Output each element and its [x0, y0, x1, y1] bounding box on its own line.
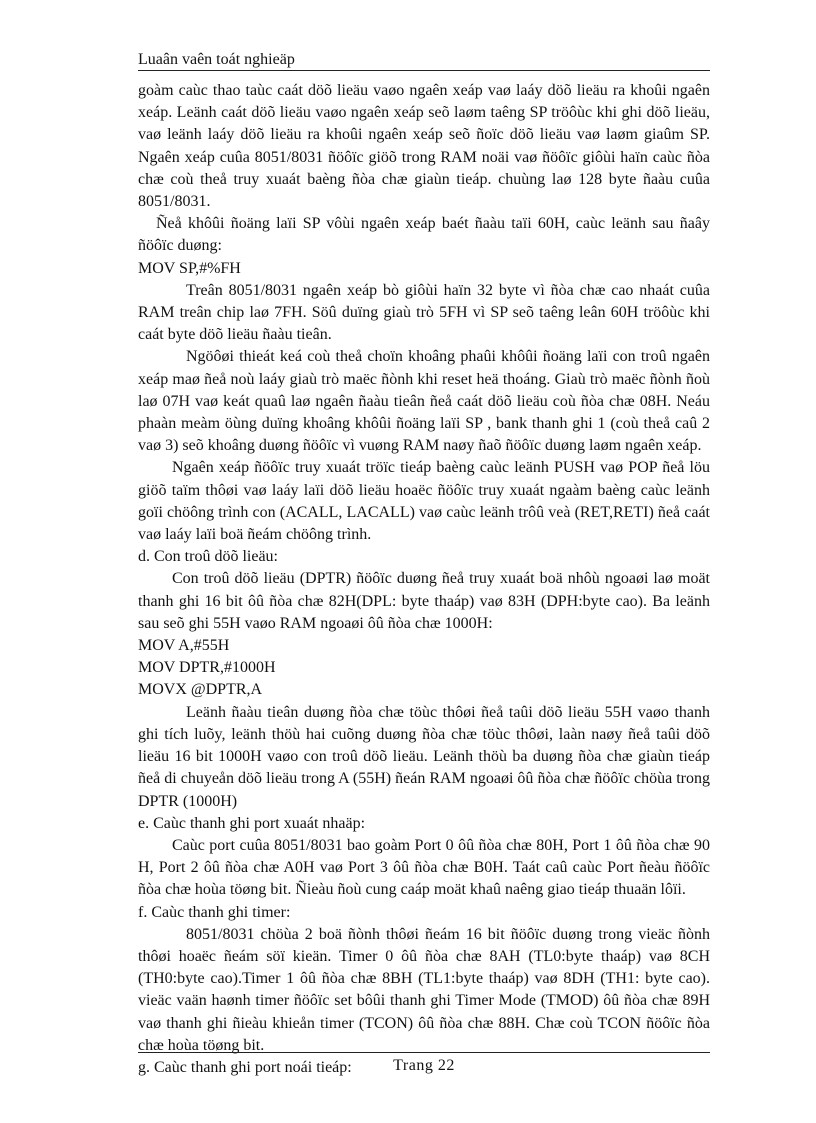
paragraph: goàm caùc thao taùc caát döõ lieäu vaøo ngaên xeáp vaø laáy döõ lieäu ra khoûi ngaên xeáp. Leänh caát döõ lieäu vaøo ngaên xeáp seõ laøm taêng SP tröôùc khi ghi döõ lieäu, vaø leänh laáy döõ lieäu ra khoûi ngaên xeáp seõ ñoïc döõ lieäu vaø laøm giaûm SP. Ngaên xeáp cuûa 8051/8031 ñöôïc giöõ trong RAM noäi vaø ñöôïc giôùi haïn caùc ñòa chæ coù theå truy xuaát baèng ñòa chæ giaùn tieáp. chuùng laø 128 byte ñaàu cuûa 8051/8031. — [138, 82, 710, 211]
paragraph: d. Con troû döõ lieäu: — [138, 548, 278, 566]
paragraph: MOV A,#55H — [138, 637, 230, 655]
paragraph: g. Caùc thanh ghi port noái tieáp: — [138, 1058, 352, 1076]
paragraph: Caùc port cuûa 8051/8031 bao goàm Port 0 ôû ñòa chæ 80H, Port 1 ôû ñòa chæ 90 H, Port 2 ôû ñòa chæ A0H vaø Port 3 ôû ñòa chæ B0H. Taát caû caùc Port ñeàu ñöôïc ñòa chæ hoùa töøng bit. Ñieàu ñoù cung caáp moät khaû naêng giao tieáp thuaän lôïi. — [138, 836, 710, 899]
paragraph: MOV DPTR,#1000H — [138, 659, 276, 677]
paragraph: Ngöôøi thieát keá coù theå choïn khoâng phaûi khôûi ñoäng laïi con troû ngaên xeáp maø ñeå noù laáy giaù trò maëc ñònh khi reset heä thoáng. Giaù trò maëc ñònh ñoù laø 07H vaø keát quaû laø ngaên ñaàu tieân ñeå caát döõ lieäu coù ñòa chæ 08H. Neáu phaàn meàm öùng duïng khoâng khôûi ñoäng laïi SP , bank thanh ghi 1 (coù theå caû 2 vaø 3) seõ khoâng duøng ñöôïc vì vuøng RAM naøy ñaõ ñöôïc duøng laøm ngaên xeáp. — [138, 348, 710, 455]
paragraph: e. Caùc thanh ghi port xuaát nhaäp: — [138, 814, 366, 832]
paragraph: Treân 8051/8031 ngaên xeáp bò giôùi haïn 32 byte vì ñòa chæ cao nhaát cuûa RAM treân chip laø 7FH. Söû duïng giaù trò 5FH vì SP seõ taêng leân 60H tröôùc khi caát byte döõ lieäu ñaàu tieân. — [138, 281, 710, 344]
paragraph: Ngaên xeáp ñöôïc truy xuaát tröïc tieáp baèng caùc leänh PUSH vaø POP ñeå löu giöõ taïm thôøi vaø laáy laïi döõ lieäu hoaëc ñöôïc truy xuaát ngaàm baèng caùc leänh goïi chöông trình con (ACALL, LACALL) vaø caùc leänh trôû veà (RET,RETI) ñeå caát vaø laáy laïi boä ñeám chöông trình. — [138, 459, 710, 544]
paragraph: Con troû döõ lieäu (DPTR) ñöôïc duøng ñeå truy xuaát boä nhôù ngoaøi laø moät thanh ghi 16 bit ôû ñòa chæ 82H(DPL: byte thaáp) vaø 83H (DPH:byte cao). Ba leänh sau seõ ghi 55H vaøo RAM ngoaøi ôû ñòa chæ 1000H: — [138, 570, 710, 632]
paragraph: Ñeå khôûi ñoäng laïi SP vôùi ngaên xeáp baét ñaàu taïi 60H, caùc leänh sau ñaây ñöôïc duøng: — [138, 215, 710, 255]
footer-divider — [138, 1052, 710, 1053]
page-header: Luaân vaên toát nghieäp — [138, 51, 295, 68]
paragraph: MOV SP,#%FH — [138, 259, 241, 277]
document-body — [138, 80, 710, 1079]
paragraph: 8051/8031 chöùa 2 boä ñònh thôøi ñeám 16 bit ñöôïc duøng trong vieäc ñònh thôøi hoaëc ñeám söï kieän. Timer 0 ôû ñòa chæ 8AH (TL0:byte thaáp) vaø 8CH (TH0:byte cao).Timer 1 ôû ñòa chæ 8BH (TL1:byte thaáp) vaø 8DH (TH1: byte cao). vieäc vaän haønh timer ñöôïc set bôûi thanh ghi Timer Mode (TMOD) ôû ñòa chæ 89H vaø thanh ghi ñieàu khieån timer (TCON) ôû ñòa chæ 88H. Chæ coù TCON ñöôïc ñòa chæ hoùa töøng bit. — [138, 925, 710, 1054]
paragraph: f. Caùc thanh ghi timer: — [138, 903, 291, 921]
paragraph: Leänh ñaàu tieân duøng ñòa chæ töùc thôøi ñeå taûi döõ lieäu 55H vaøo thanh ghi tích luõy, leänh thöù hai cuõng duøng ñòa chæ töùc thôøi, laàn naøy ñeå taûi döõ lieäu 16 bit 1000H vaøo con troû döõ lieäu. Leänh thöù ba duøng ñòa chæ giaùn tieáp ñeå di chuyeån döõ lieäu trong A (55H) ñeán RAM ngoaøi ôû ñòa chæ ñöôïc chöùa trong DPTR (1000H) — [138, 703, 710, 810]
paragraph: MOVX @DPTR,A — [138, 681, 263, 699]
page-number: Trang 22 — [393, 1057, 455, 1074]
header-divider — [138, 70, 710, 71]
